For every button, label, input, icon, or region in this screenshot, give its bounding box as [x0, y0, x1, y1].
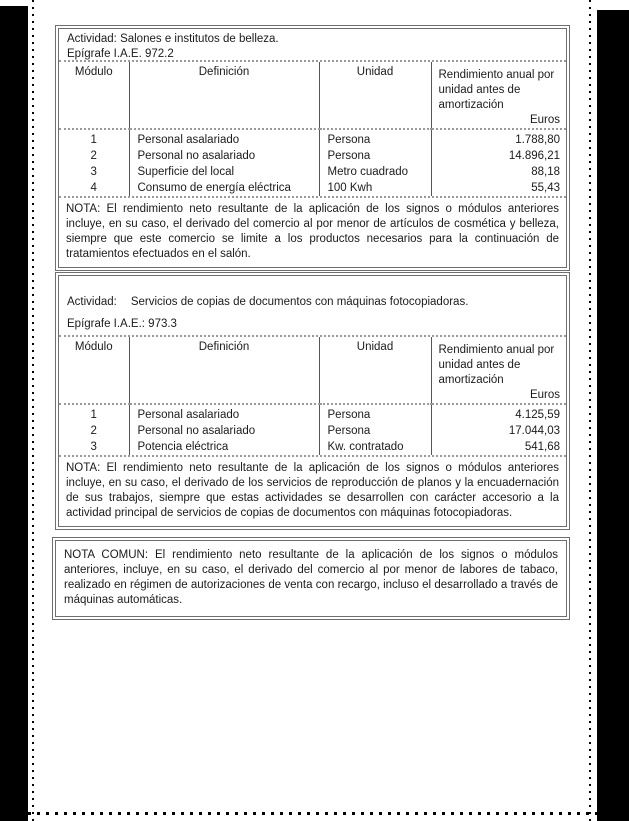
- table-cell-line: 14.896,21: [508, 150, 560, 162]
- column-header-rendimiento: [431, 62, 566, 129]
- table-cell-line: Personal no asalariado: [137, 425, 256, 437]
- table-cell-line: Potencia eléctrica: [137, 441, 229, 453]
- activity-value: Salones e institutos de belleza.: [120, 33, 279, 45]
- activity-line: [67, 295, 558, 310]
- table-cell-line: Persona: [327, 409, 371, 421]
- table-cell-line: 100 Kwh: [327, 182, 373, 194]
- dotted-cut-line-bottom: [28, 812, 598, 815]
- table-cell-line: Personal no asalariado: [137, 150, 256, 162]
- modules-table: [59, 62, 566, 196]
- table-cell-line: 17.044,03: [508, 425, 560, 437]
- module-numbers-column: [59, 404, 129, 455]
- table-cell-line: 4: [90, 182, 97, 194]
- table-cell-line: Persona: [327, 425, 371, 437]
- column-header-modulo: Módulo: [59, 62, 129, 129]
- table-cell-line: Personal asalariado: [137, 134, 240, 146]
- table-cell-line: 4.125,59: [515, 409, 560, 421]
- activity-label: Actividad:: [67, 296, 117, 308]
- column-header-unidad: Unidad: [319, 62, 431, 129]
- column-header-unidad: Unidad: [319, 337, 431, 404]
- section-note: NOTA: El rendimiento neto resultante de la aplicación de los signos o módulos anteriores incluye, en su caso, el derivado de los servicios de reproducción de planos y la encuadernación de sus trabajos, siempre que estas actividades se desarrollen con carácter accesorio a la actividad principal de servicios de copias de documentos con máquinas fotocopiadoras.: [59, 455, 566, 526]
- table-cell-line: 3: [90, 441, 97, 453]
- definitions-column: [129, 404, 319, 455]
- units-column: [319, 129, 431, 196]
- table-header-row: [59, 337, 566, 404]
- table-cell-line: Consumo de energía eléctrica: [137, 182, 291, 194]
- table-cell-line: 88,18: [531, 166, 560, 178]
- column-header-definicion: Definición: [129, 337, 319, 404]
- scanner-edge-left: [0, 6, 28, 821]
- table-cell-line: Metro cuadrado: [327, 166, 409, 178]
- units-column: [319, 404, 431, 455]
- table-cell-line: 3: [90, 166, 97, 178]
- table-cell-line: 2: [90, 425, 97, 437]
- table-cell-line: 1: [90, 134, 97, 146]
- column-header-rendimiento: [431, 337, 566, 404]
- table-cell-line: Persona: [327, 150, 371, 162]
- modules-table: [59, 337, 566, 455]
- definitions-column: [129, 129, 319, 196]
- column-header-definicion: Definición: [129, 62, 319, 129]
- activity-header: [59, 276, 566, 337]
- dotted-cut-line-right: [589, 0, 591, 821]
- rendimiento-label: Rendimiento anual por unidad antes de amortización: [438, 69, 555, 111]
- table-cell-line: Personal asalariado: [137, 409, 240, 421]
- amounts-column: [431, 129, 566, 196]
- activity-section-photocopy-services: [55, 272, 570, 530]
- currency-label: Euros: [529, 389, 560, 401]
- activity-value: Servicios de copias de documentos con máquinas fotocopiadoras.: [130, 296, 469, 308]
- table-cell-line: Kw. contratado: [327, 441, 404, 453]
- table-cell-line: 55,43: [531, 182, 560, 194]
- amounts-column: [431, 404, 566, 455]
- module-numbers-column: [59, 129, 129, 196]
- table-cell-line: 541,68: [524, 441, 560, 453]
- table-cell-line: 2: [90, 150, 97, 162]
- scanner-edge-right: [597, 10, 629, 821]
- table-cell-line: Superficie del local: [137, 166, 235, 178]
- currency-label: Euros: [529, 114, 560, 126]
- epigraph: Epígrafe I.A.E.: 973.3: [67, 318, 177, 330]
- column-header-modulo: Módulo: [59, 337, 129, 404]
- common-note-box: NOTA COMUN: El rendimiento neto resultante de la aplicación de los signos o módulos anteriores, incluye, en su caso, el derivado del comercio al por menor de labores de tabaco, realizado en régimen de autorizaciones de venta con recargo, incluso el desarrollado a través de máquinas automáticas.: [52, 537, 570, 620]
- table-cell-line: Persona: [327, 134, 371, 146]
- activity-header: [59, 29, 566, 62]
- activity-line: [67, 32, 558, 47]
- table-cell-line: 1.788,80: [515, 134, 560, 146]
- epigraph: Epígrafe I.A.E. 972.2: [67, 48, 174, 60]
- table-data-row: [59, 404, 566, 455]
- table-data-row: [59, 129, 566, 196]
- activity-label: Actividad:: [67, 33, 117, 45]
- section-note: NOTA: El rendimiento neto resultante de la aplicación de los signos o módulos anteriores incluye, en su caso, el derivado del comercio al por menor de artículos de cosmética y belleza, siempre que este comercio se limite a los productos necesarios para la continuación de tratamientos efectuados en el salón.: [59, 196, 566, 267]
- table-cell-line: 1: [90, 409, 97, 421]
- activity-section-beauty-salons: [55, 25, 570, 271]
- table-header-row: [59, 62, 566, 129]
- dotted-cut-line-left: [32, 0, 34, 821]
- rendimiento-label: Rendimiento anual por unidad antes de amortización: [438, 344, 555, 386]
